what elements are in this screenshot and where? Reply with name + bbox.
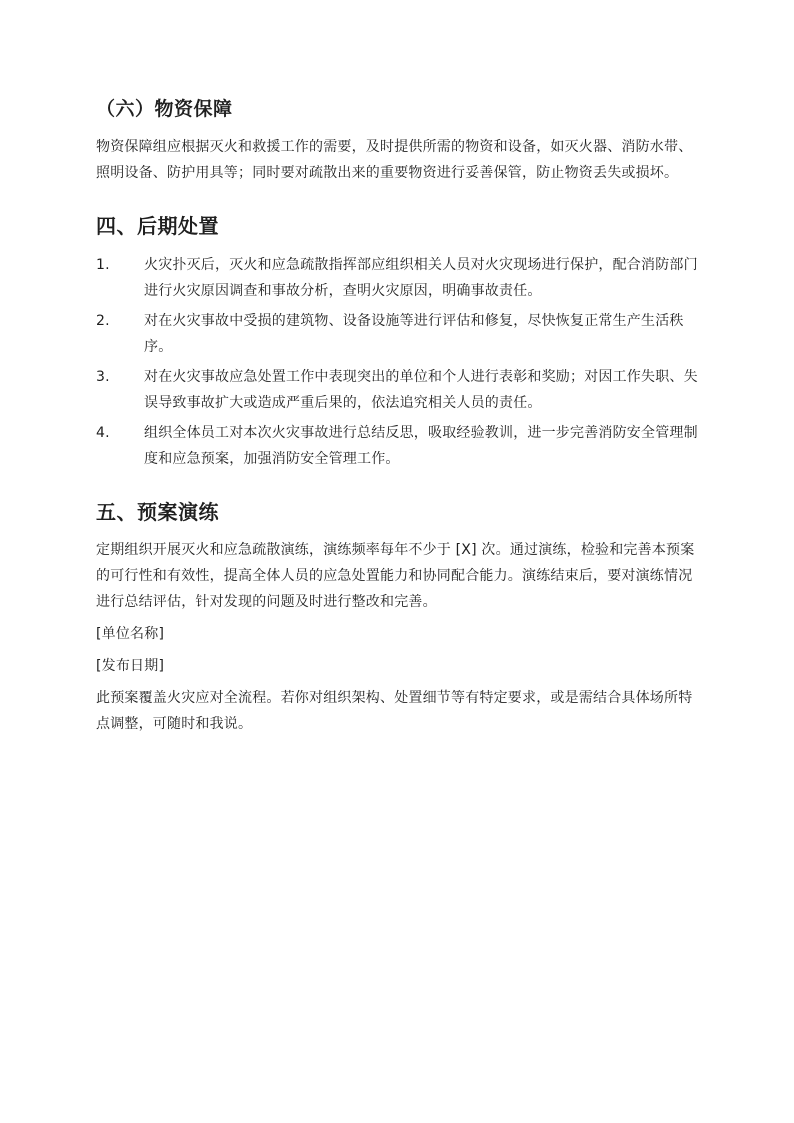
section-4-heading: 四、后期处置 xyxy=(96,214,219,238)
list-item-number: 2. xyxy=(96,313,110,329)
list-item xyxy=(96,420,702,472)
list-item xyxy=(96,364,702,416)
section-6-heading: （六）物资保障 xyxy=(96,98,233,120)
section-5-body: 定期组织开展灭火和应急疏散演练，演练频率每年不少于 [X] 次。通过演练，检验和完善本预案的可行性和有效性，提高全体人员的应急处置能力和协同配合能力。演练结束后，要对演练情况进行总结评估，针对发现的问题及时进行整改和完善。 xyxy=(96,542,695,610)
list-item xyxy=(96,252,702,304)
list-item-number: 1. xyxy=(96,257,110,273)
list-item xyxy=(96,308,702,360)
publish-date: [发布日期] xyxy=(96,658,165,674)
unit-name: [单位名称] xyxy=(96,626,165,642)
list-item-text: 对在火灾事故中受损的建筑物、设备设施等进行评估和修复，尽快恢复正常生产生活秩序。 xyxy=(144,313,684,355)
list-item-number: 3. xyxy=(96,369,110,385)
closing-note: 此预案覆盖火灾应对全流程。若你对组织架构、处置细节等有特定要求，或是需结合具体场所特点调整，可随时和我说。 xyxy=(96,690,693,732)
list-item-text: 火灾扑灭后，灭火和应急疏散指挥部应组织相关人员对火灾现场进行保护，配合消防部门进行火灾原因调查和事故分析，查明火灾原因，明确事故责任。 xyxy=(144,257,698,299)
section-6-body: 物资保障组应根据灭火和救援工作的需要，及时提供所需的物资和设备，如灭火器、消防水带、照明设备、防护用具等；同时要对疏散出来的重要物资进行妥善保管，防止物资丢失或损坏。 xyxy=(96,139,693,181)
section-4-list xyxy=(96,252,702,472)
list-item-text: 组织全体员工对本次火灾事故进行总结反思，吸取经验教训，进一步完善消防安全管理制度和应急预案，加强消防安全管理工作。 xyxy=(144,425,698,467)
document-page xyxy=(96,93,702,737)
list-item-text: 对在火灾事故应急处置工作中表现突出的单位和个人进行表彰和奖励；对因工作失职、失误导致事故扩大或造成严重后果的，依法追究相关人员的责任。 xyxy=(144,369,698,411)
section-5-heading: 五、预案演练 xyxy=(96,500,219,524)
list-item-number: 4. xyxy=(96,425,110,441)
